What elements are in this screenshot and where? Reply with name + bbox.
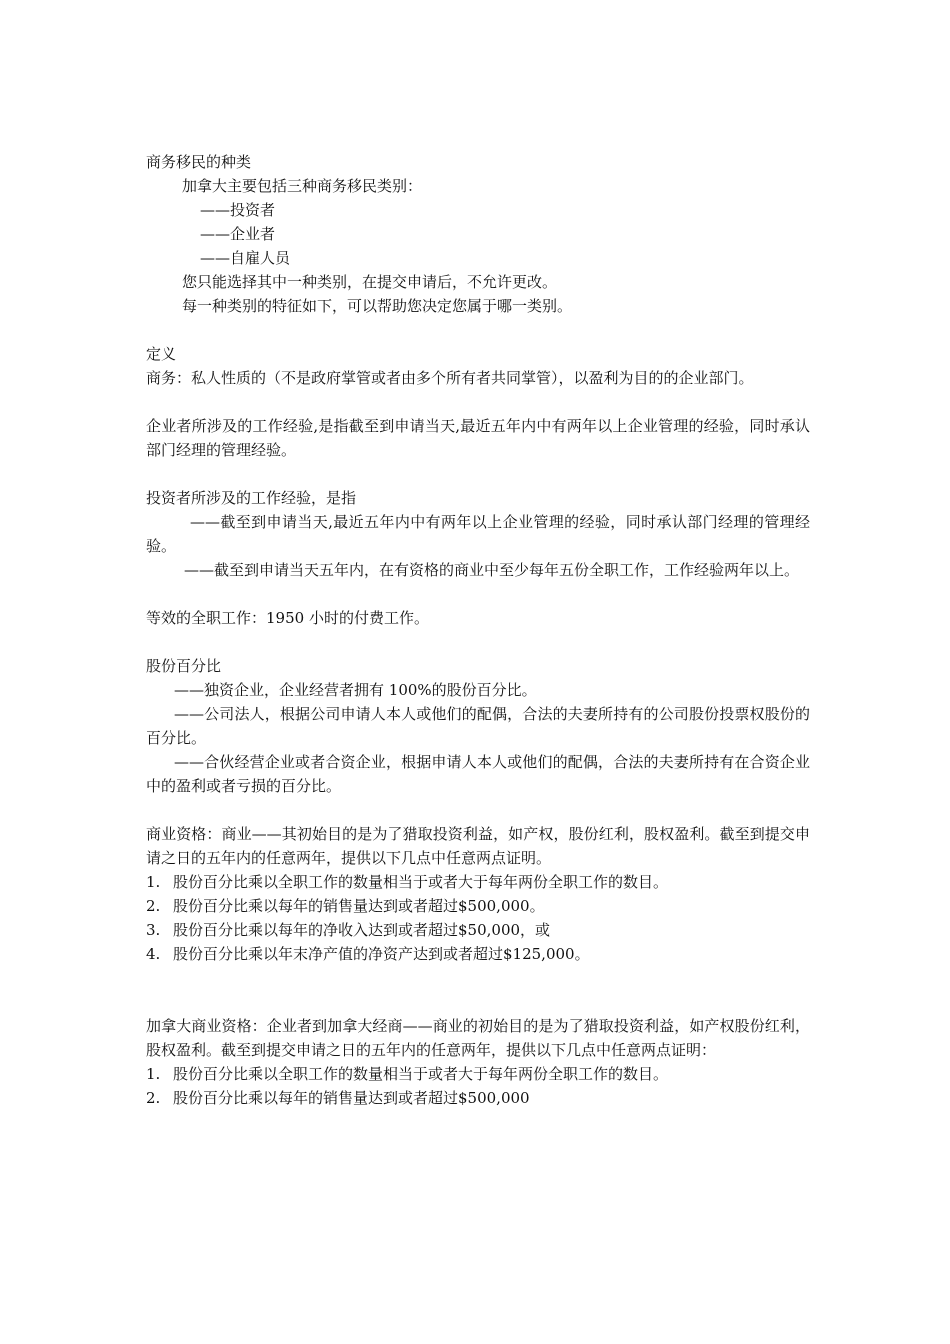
definition-investor-title: 投资者所涉及的工作经验，是指	[146, 489, 357, 507]
list-number: 3.	[146, 921, 161, 939]
type-item-entrepreneur: ——企业者	[200, 225, 276, 243]
definition-business: 商务：私人性质的（不是政府掌管或者由多个所有者共同掌管），以盈利为目的的企业部门。	[146, 369, 754, 387]
definition-investor-item-2: ——截至到申请当天五年内，在有资格的商业中至少每年五份全职工作，工作经验两年以上。	[184, 561, 800, 579]
definition-entrepreneur: 企业者所涉及的工作经验,是指截至到申请当天,最近五年内中有两年以上企业管理的经验，同时承认部门经理的管理经验。	[146, 417, 810, 459]
types-note-features: 每一种类别的特征如下，可以帮助您决定您属于哪一类别。	[182, 297, 573, 315]
list-text: 股份百分比乘以全职工作的数量相当于或者大于每年两份全职工作的数目。	[173, 1065, 669, 1083]
list-item	[146, 1062, 810, 1086]
list-text: 股份百分比乘以全职工作的数量相当于或者大于每年两份全职工作的数目。	[173, 873, 669, 891]
shares-item-corporation: ——公司法人，根据公司申请人本人或他们的配偶，合法的夫妻所持有的公司股份投票权股份的百分比。	[146, 705, 810, 747]
list-number: 1.	[146, 1065, 161, 1083]
document-body	[146, 150, 810, 1110]
section-title-definition: 定义	[146, 345, 177, 363]
canada-qualification-intro: 加拿大商业资格：企业者到加拿大经商——商业的初始目的是为了猎取投资利益，如产权股份红利，股权盈利。截至到提交申请之日的五年内的任意两年，提供以下几点中任意两点证明：	[146, 1017, 810, 1059]
types-intro: 加拿大主要包括三种商务移民类别：	[182, 177, 423, 195]
types-note-one-category: 您只能选择其中一种类别，在提交申请后，不允许更改。	[182, 273, 558, 291]
list-number: 4.	[146, 945, 161, 963]
type-item-self-employed: ——自雇人员	[200, 249, 291, 267]
list-item	[146, 894, 810, 918]
list-item	[146, 1086, 810, 1110]
list-text: 股份百分比乘以每年的销售量达到或者超过$500,000。	[173, 897, 545, 915]
list-number: 2.	[146, 1089, 161, 1107]
spacer	[146, 966, 810, 1014]
list-item	[146, 918, 810, 942]
spacer	[146, 318, 810, 342]
list-text: 股份百分比乘以每年的净收入达到或者超过$50,000，或	[173, 921, 551, 939]
spacer	[146, 462, 810, 486]
shares-item-partnership: ——合伙经营企业或者合资企业，根据申请人本人或他们的配偶，合法的夫妻所持有在合资企业中的盈利或者亏损的百分比。	[146, 753, 810, 795]
spacer	[146, 630, 810, 654]
spacer	[146, 582, 810, 606]
type-item-investor: ——投资者	[200, 201, 276, 219]
definition-fulltime: 等效的全职工作：1950 小时的付费工作。	[146, 609, 429, 627]
list-item	[146, 942, 810, 966]
list-text: 股份百分比乘以年末净产值的净资产达到或者超过$125,000。	[173, 945, 590, 963]
shares-item-sole: ——独资企业，企业经营者拥有 100%的股份百分比。	[174, 681, 537, 699]
list-number: 1.	[146, 873, 161, 891]
section-title-shares: 股份百分比	[146, 657, 222, 675]
section-title-types: 商务移民的种类	[146, 153, 252, 171]
spacer	[146, 390, 810, 414]
definition-investor-item-1: ——截至到申请当天,最近五年内中有两年以上企业管理的经验，同时承认部门经理的管理经验。	[146, 513, 810, 555]
list-item	[146, 870, 810, 894]
qualification-intro: 商业资格：商业——其初始目的是为了猎取投资利益，如产权，股份红利，股权盈利。截至到提交申请之日的五年内的任意两年，提供以下几点中任意两点证明。	[146, 825, 810, 867]
list-number: 2.	[146, 897, 161, 915]
spacer	[146, 798, 810, 822]
list-text: 股份百分比乘以每年的销售量达到或者超过$500,000	[173, 1089, 530, 1107]
